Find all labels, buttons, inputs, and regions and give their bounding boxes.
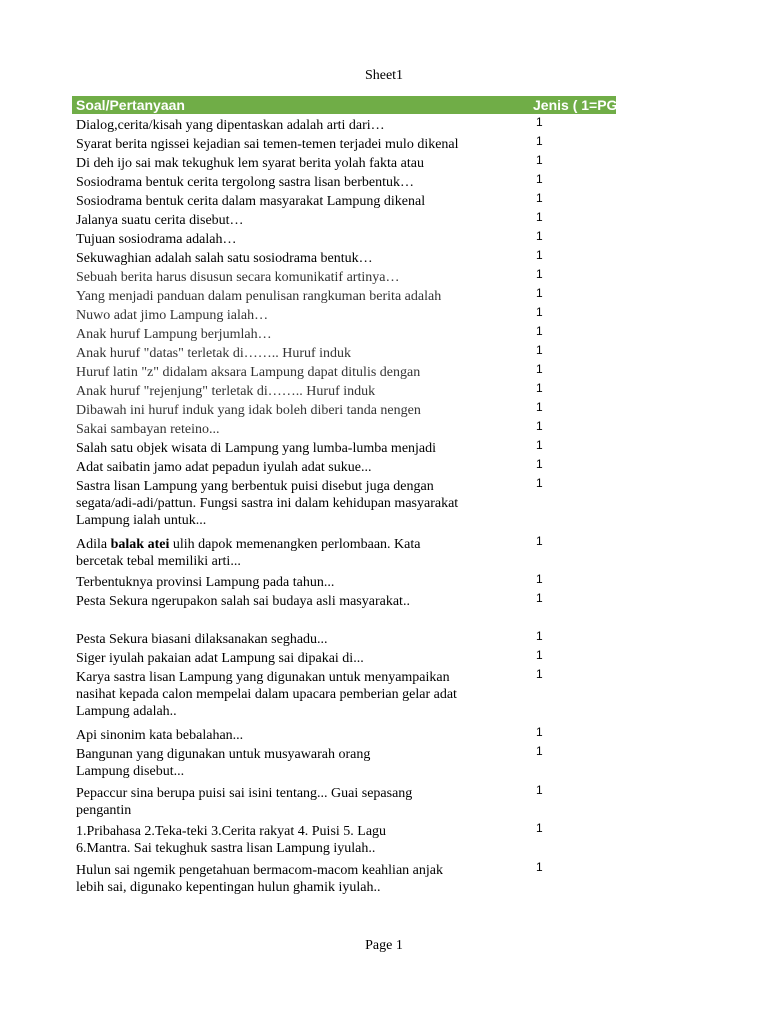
sheet-title: Sheet1 [364,68,404,83]
question-text-part: ulih dapok memenangken perlombaan. Kata bercetak tebal memiliki arti... [76,537,421,569]
page-number: Page 1 [365,938,403,953]
question-text: Api sinonim kata bebalahan... [76,728,244,743]
question-type: 1 [536,134,543,148]
column-header-question: Soal/Pertanyaan [76,97,185,113]
question-type: 1 [536,572,543,586]
question-type: 1 [536,191,543,205]
question-text: Adat saibatin jamo adat pepadun iyulah adat sukue... [76,460,372,475]
question-text-bold: balak atei [110,537,170,552]
question-type: 1 [536,648,543,662]
question-type: 1 [536,629,543,643]
question-text: Sekuwaghian adalah salah satu sosiodrama bentuk… [76,251,373,266]
question-type: 1 [536,324,543,338]
question-type: 1 [536,286,543,300]
question-text: Sakai sambayan reteino... [76,422,220,437]
question-text: Pesta Sekura biasani dilaksanakan seghadu... [76,632,328,647]
question-text: Anak huruf "datas" terletak di…….. Huruf induk [76,346,352,361]
question-text: Salah satu objek wisata di Lampung yang lumba-lumba menjadi [76,441,437,456]
question-text: Dibawah ini huruf induk yang idak boleh diberi tanda nengen [76,403,421,418]
question-type: 1 [536,744,543,758]
question-text: Syarat berita ngissei kejadian sai temen-temen terjadei mulo dikenal [76,137,459,152]
question-type: 1 [536,381,543,395]
question-type: 1 [536,667,543,681]
question-text: 1.Pribahasa 2.Teka-teki 3.Cerita rakyat 4. Puisi 5. Lagu 6.Mantra. Sai tekughuk sastra lisan Lampung iyulah.. [76,824,387,856]
question-text: Karya sastra lisan Lampung yang digunakan untuk menyampaikan nasihat kepada calon mempelai dalam upacara pemberian gelar adat Lampung adalah.. [76,670,457,719]
question-text: Di deh ijo sai mak tekughuk lem syarat berita yolah fakta atau [76,156,424,171]
question-type: 1 [536,210,543,224]
question-type: 1 [536,476,543,490]
table-header [72,96,687,114]
question-text: Sastra lisan Lampung yang berbentuk puisi disebut juga dengan segata/adi-adi/pattun. Fungsi sastra ini dalam kehidupan masyarakat Lampung ialah untuk... [76,479,459,528]
column-header-type: Jenis ( 1=PG, 2=Essai ) [533,97,687,113]
question-text: Bangunan yang digunakan untuk musyawarah orang Lampung disebut... [76,747,371,779]
question-type: 1 [536,400,543,414]
question-type: 1 [536,248,543,262]
question-text: Sebuah berita harus disusun secara komunikatif artinya… [76,270,400,285]
question-text: Yang menjadi panduan dalam penulisan rangkuman berita adalah [76,289,442,304]
question-type: 1 [536,362,543,376]
question-text: Tujuan sosiodrama adalah… [76,232,237,247]
question-type: 1 [536,534,543,548]
question-type: 1 [536,860,543,874]
question-type: 1 [536,172,543,186]
question-text: Terbentuknya provinsi Lampung pada tahun... [76,575,335,590]
question-text: Sosiodrama bentuk cerita tergolong sastra lisan berbentuk… [76,175,414,190]
question-text: Pepaccur sina berupa puisi sai isini tentang... Guai sepasang pengantin [76,786,413,818]
question-text: Hulun sai ngemik pengetahuan bermacom-macom keahlian anjak lebih sai, digunako kepentingan hulun ghamik iyulah.. [76,863,443,895]
question-type: 1 [536,438,543,452]
question-type: 1 [536,457,543,471]
question-type: 1 [536,305,543,319]
question-text: Pesta Sekura ngerupakon salah sai budaya asli masyarakat.. [76,594,410,609]
question-type: 1 [536,783,543,797]
question-text: Jalanya suatu cerita disebut… [76,213,244,228]
question-type: 1 [536,267,543,281]
question-text [76,536,467,570]
question-type: 1 [536,821,543,835]
question-type: 1 [536,725,543,739]
question-type: 1 [536,153,543,167]
question-type: 1 [536,115,543,129]
question-text: Sosiodrama bentuk cerita dalam masyarakat Lampung dikenal [76,194,426,209]
question-text: Dialog,cerita/kisah yang dipentaskan adalah arti dari… [76,118,385,133]
question-text: Nuwo adat jimo Lampung ialah… [76,308,269,323]
question-text: Anak huruf "rejenjung" terletak di…….. Huruf induk [76,384,376,399]
question-text-part: Adila [76,537,111,552]
question-text: Huruf latin "z" didalam aksara Lampung dapat ditulis dengan [76,365,421,380]
question-type: 1 [536,343,543,357]
question-type: 1 [536,419,543,433]
question-text: Siger iyulah pakaian adat Lampung sai dipakai di... [76,651,364,666]
question-type: 1 [536,591,543,605]
question-type: 1 [536,229,543,243]
question-text: Anak huruf Lampung berjumlah… [76,327,272,342]
